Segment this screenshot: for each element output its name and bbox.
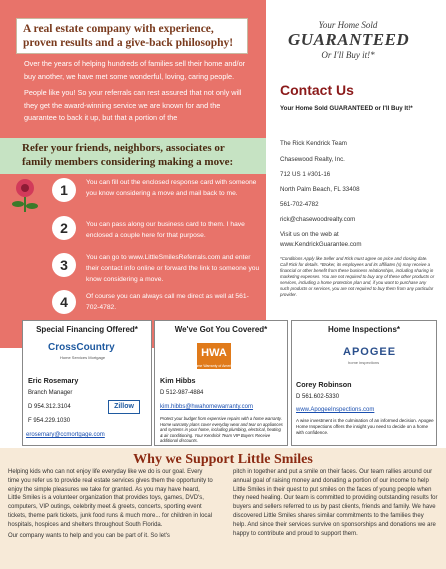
warranty-blurb: Protect your budget from expensive repairs with a home warranty. Home warranty plans cover everyday wear and tear on appliances and systems in your home, including plumbing, electrical, heating & air conditioning. Your Kendrick Team VIP Buyers Receive additional discounts. (160, 416, 283, 444)
direct-phone[interactable]: D 561.602-5330 (296, 394, 340, 400)
intro-text (24, 58, 250, 129)
contact-name: Corey Robinson (296, 380, 352, 389)
email-link[interactable]: kim.hibbs@hwahomewarranty.com (160, 404, 254, 410)
why-heading: Why we Support Little Smiles (133, 452, 313, 467)
guarantee-logo (288, 20, 408, 78)
why-column-right: pitch in together and put a smile on their faces. Our team rallies around our annual goal of raising money and donating a portion of our income to help Little Smiles in their quest to put smiles on the faces of young people when they need healing. Our team is committed to providing outstanding results for buyers and sellers referred to us by past clients, friends and family. We have discovered Little Smiles shares similar commitments to the families they help. And since their services survive on sponsorships and donations we are happy to contribute and proud to support them. (233, 469, 438, 537)
step-number: 4 (52, 290, 76, 314)
contact-heading: Contact Us (280, 82, 354, 98)
why-paragraph: Our company wants to help and you can be part of it. So let's (8, 532, 170, 539)
refer-heading: Refer your friends, neighbors, associates or family members considering making a move: (0, 138, 266, 174)
step-text: You can pass along our business card to them. I have enclosed a couple here for that purpose. (86, 221, 245, 239)
step-number: 1 (52, 178, 76, 202)
contact-role: Branch Manager (28, 390, 73, 396)
web-link[interactable]: www.ApogeeInspections.com (296, 407, 375, 413)
fax-number: F 954.229.1030 (28, 418, 71, 424)
logo-subtitle: home inspections (348, 360, 380, 365)
inspection-blurb: A wise investment is the culmination of an informed decision. Apogee Home Inspections offers the insight you need to decide on a home with confidence. (296, 418, 434, 435)
logo-main: GUARANTEED (288, 30, 410, 49)
why-column-left (8, 468, 213, 540)
contact-name: Kim Hibbs (160, 376, 196, 385)
headline: A real estate company with experience, proven results and a give-back philosophy! (16, 18, 248, 54)
hwa-logo: HWA (197, 343, 231, 369)
disclaimer: *Conditions Apply like Seller and Rick must agree on price and closing date. Call Rick for details. *Broker, its employees and its affiliates (s) may receive a financial or other benefit from these business relationships, including sharing in marketing expenses. You are not required to buy any of these other products or services, including a home protection plan and, if you want to purchase any such products or services, you are not required to buy them from any particular provider. (280, 256, 435, 297)
guarantee-line: Your Home Sold GUARANTEED or I'll Buy It!* (280, 105, 413, 112)
intro-paragraph: Over the years of helping hundreds of families sell their home and/or buy another, we have met some wonderful, loving, caring people. (24, 59, 246, 81)
step-text: You can go to www.LittleSmilesReferrals.com and enter their contact info online or forward the link to someone you know considering a move. (86, 254, 260, 283)
web-label: Visit us on the web at (280, 231, 339, 238)
card-title: Home Inspections* (327, 325, 400, 334)
address: 712 US 1 #301-16 (280, 171, 331, 178)
email-link[interactable]: rick@chasewoodrealty.com (280, 216, 356, 223)
card-title: We've Got You Covered* (174, 325, 268, 334)
step-number: 2 (52, 216, 76, 240)
team-name: The Rick Kendrick Team (280, 140, 347, 147)
logo-bottom: Or I'll Buy it!* (321, 50, 375, 60)
apogee-logo: APOGEE (343, 346, 397, 358)
direct-phone[interactable]: D 954.312.3104 (28, 404, 71, 410)
zillow-badge-icon: Zillow (108, 400, 140, 414)
direct-phone[interactable]: D 512-987-4884 (160, 390, 204, 396)
company-name: Chasewood Realty, Inc. (280, 156, 345, 163)
step-number: 3 (52, 253, 76, 277)
intro-paragraph: People like you! So your referrals can rest assured that not only will they get the award-winning service we are known for and the guarantee to back it up, but that a portion of the (24, 88, 242, 123)
city: North Palm Beach, FL 33408 (280, 186, 360, 193)
logo-top: Your Home Sold (318, 20, 378, 30)
logo-subtitle: Home Services Mortgage (60, 355, 106, 360)
crosscountry-logo: CrossCountry (48, 342, 115, 353)
phone[interactable]: 561-702-4782 (280, 201, 319, 208)
email-link[interactable]: erosemary@ccmortgage.com (26, 432, 105, 438)
logo-subtitle: Home Warranty of America (193, 364, 235, 368)
web-link[interactable]: www.KendrickGuarantee.com (280, 241, 362, 248)
flower-icon (2, 168, 48, 214)
step-text: Of course you can always call me direct as well at 561-702-4782. (86, 293, 249, 311)
why-paragraph: Helping kids who can not enjoy life everyday like we do is our goal. Every time you refer us to provide real estate services gives them the opportunity to enjoy the simple pleasures we take for granted. As you may have heard, Little Smiles is a volunteer organization that provides toys, games, DVD's, computers, VIP outings, celebrity meet & greets, concerts, sporting event tickets, theme park tickets, junk food runs & much more... for children in local hospitals, hospices and shelters throughout South Florida. (8, 469, 213, 528)
card-title: Special Financing Offered* (36, 325, 138, 334)
contact-name: Eric Rosemary (28, 376, 79, 385)
step-text: You can fill out the enclosed response card with someone you know considering a move and mail back to me. (86, 179, 257, 197)
